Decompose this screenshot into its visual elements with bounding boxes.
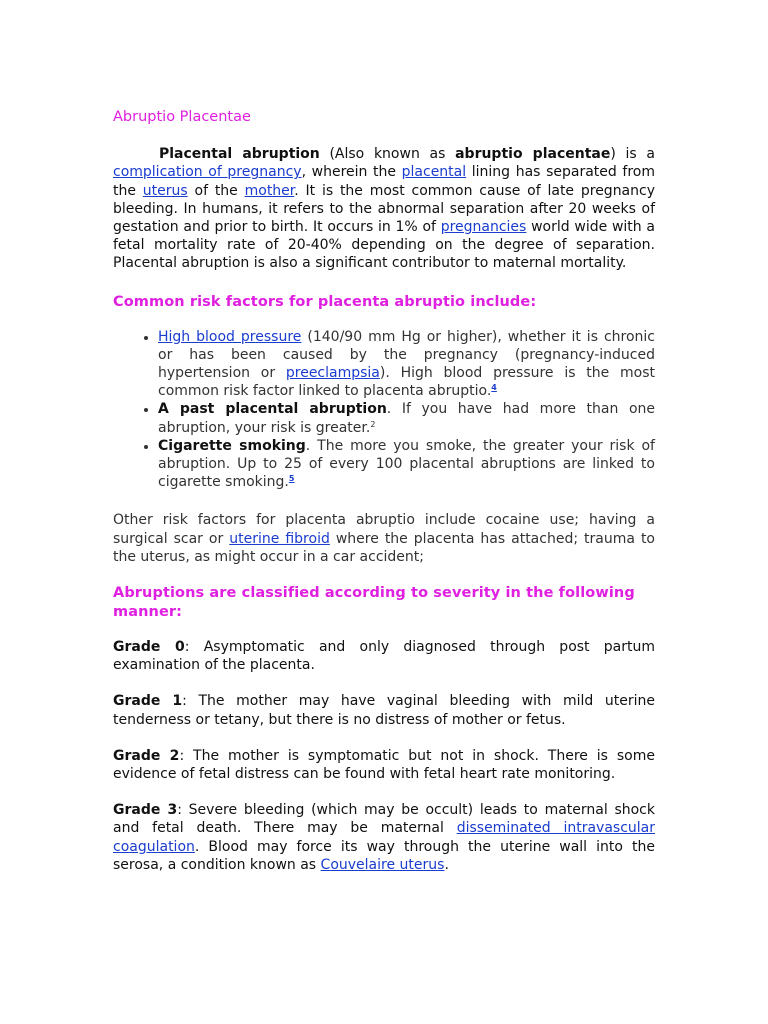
risk-text: (140/90 mm Hg or higher), whether it is chronic or has been caused by the pregnancy (pregnancy-induced hypertension or <box>158 328 656 382</box>
grade-label: Grade 1 <box>113 693 183 710</box>
term-abruptio-placentae: abruptio placentae <box>455 146 611 163</box>
link-couvelaire-uterus[interactable]: Couvelaire uterus <box>320 856 445 873</box>
footnote-ref-2: 2 <box>370 419 376 429</box>
risk-term: A past placental abruption <box>158 401 387 418</box>
list-item <box>158 400 655 436</box>
intro-text-5: of the <box>187 182 245 199</box>
intro-text-7: world wide with a fetal mortality rate of 20-40% depending on the degree of separation. Placental abruption is also a significant contributor to maternal mortality. <box>113 219 655 272</box>
grade-3-paragraph <box>113 801 655 874</box>
list-item <box>158 328 655 401</box>
classification-heading: Abruptions are classified according to severity in the following manner: <box>113 585 635 621</box>
intro-text-1: (Also known as <box>319 146 456 163</box>
term-placental-abruption: Placental abruption <box>159 146 320 163</box>
list-item <box>158 437 655 492</box>
link-preeclampsia[interactable]: preeclampsia <box>285 365 380 382</box>
intro-text-6: . It is the most common cause of late pregnancy bleeding. In humans, it refers to the abnormal separation after 20 weeks of gestation and prior to birth. It occurs in 1% of <box>113 182 655 236</box>
grade-2-paragraph <box>113 747 655 783</box>
other-risks-paragraph <box>113 511 655 566</box>
link-pregnancies[interactable]: pregnancies <box>440 219 527 236</box>
grade-label: Grade 0 <box>113 639 185 656</box>
risk-factors-list <box>113 328 655 492</box>
risk-text: ). High blood pressure is the most common risk factor linked to placenta abruptio. <box>158 365 656 400</box>
intro-paragraph <box>113 145 655 272</box>
footnote-ref <box>491 383 497 392</box>
footnote-link-5[interactable]: 5 <box>288 474 295 484</box>
intro-text-3: , wherein the <box>301 164 402 181</box>
link-disseminated-intravascular-coagulation[interactable]: disseminated intravascular coagulation <box>113 820 656 855</box>
link-complication-of-pregnancy[interactable]: complication of pregnancy <box>113 164 302 181</box>
link-mother[interactable]: mother <box>244 182 295 199</box>
grade-text: : Severe bleeding (which may be occult) leads to maternal shock and fetal death. There may be maternal <box>113 802 655 837</box>
risk-text: . If you have had more than one abruption, your risk is greater. <box>158 401 656 436</box>
grade-text: : The mother may have vaginal bleeding with mild uterine tenderness or tetany, but there is no distress of mother or fetus. <box>113 693 655 728</box>
grade-text: : Asymptomatic and only diagnosed through post partum examination of the placenta. <box>113 639 655 674</box>
link-uterus[interactable]: uterus <box>142 182 188 199</box>
footnote-link-4[interactable]: 4 <box>491 383 497 393</box>
other-risks-text-1: Other risk factors for placenta abruptio include cocaine use; having a surgical scar or <box>113 512 655 547</box>
grade-1-paragraph <box>113 692 655 728</box>
document-title: Abruptio Placentae <box>113 109 251 125</box>
link-placental[interactable]: placental <box>401 164 467 181</box>
link-uterine-fibroid[interactable]: uterine fibroid <box>229 530 330 547</box>
document-page <box>113 108 655 892</box>
link-high-blood-pressure[interactable]: High blood pressure <box>158 328 302 345</box>
grade-0-paragraph <box>113 638 655 674</box>
risk-term: Cigarette smoking <box>158 437 306 454</box>
grade-label: Grade 2 <box>113 747 180 764</box>
grade-text: : The mother is symptomatic but not in shock. There is some evidence of fetal distress can be found with fetal heart rate monitoring. <box>113 747 655 783</box>
risk-factors-heading: Common risk factors for placenta abruptio include: <box>113 293 537 310</box>
intro-text-2: ) is a <box>610 146 655 163</box>
risk-text: . The more you smoke, the greater your risk of abruption. Up to 25 of every 100 placental abruptions are linked to cigarette smoking. <box>158 437 655 491</box>
footnote-ref <box>289 474 295 483</box>
grade-label: Grade 3 <box>113 802 178 819</box>
grade-text: . Blood may force its way through the uterine wall into the serosa, a condition known as <box>113 838 655 873</box>
other-risks-text-2: where the placenta has attached; trauma to the uterus, as might occur in a car accident; <box>113 530 655 565</box>
grade-text: . <box>444 856 449 873</box>
intro-text-4: lining has separated from the <box>113 164 655 199</box>
